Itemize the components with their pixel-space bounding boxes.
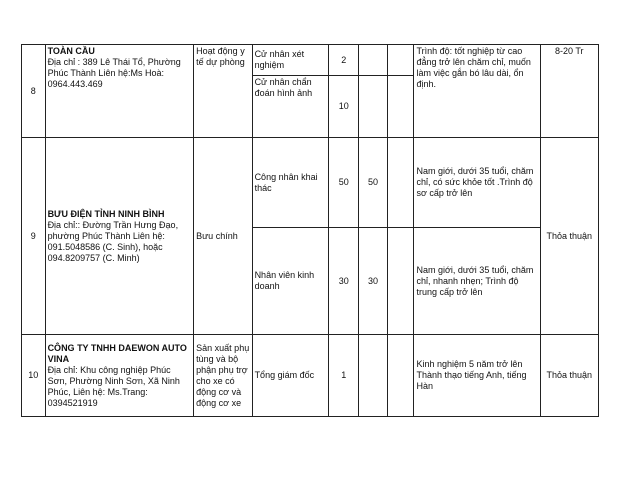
table-row bbox=[22, 335, 599, 417]
position-quantity: 30 bbox=[329, 228, 359, 335]
company-name: CÔNG TY TNHH DAEWON AUTO VINA bbox=[47, 342, 187, 364]
table-row bbox=[22, 45, 599, 76]
position-quantity-2 bbox=[359, 335, 388, 417]
job-listing-table bbox=[21, 44, 599, 417]
table-row bbox=[22, 138, 599, 228]
position-title: Tổng giám đốc bbox=[252, 335, 329, 417]
row-number: 9 bbox=[22, 138, 46, 335]
position-quantity: 2 bbox=[329, 45, 359, 76]
company-name: BƯU ĐIỆN TỈNH NINH BÌNH bbox=[47, 208, 165, 219]
position-quantity-2 bbox=[359, 76, 388, 138]
position-quantity-2 bbox=[359, 45, 388, 76]
position-quantity: 10 bbox=[329, 76, 359, 138]
company-cell bbox=[45, 335, 194, 417]
position-title: Nhân viên kinh doanh bbox=[252, 228, 329, 335]
requirements-cell: Trình độ: tốt nghiệp từ cao đẳng trở lên chăm chỉ, muốn làm việc gắn bó lâu dài, ổn định. bbox=[414, 45, 540, 138]
requirements-cell: Nam giới, dưới 35 tuổi, chăm chỉ, có sức khỏe tốt .Trình độ sơ cấp trở lên bbox=[414, 138, 540, 228]
company-address: Địa chỉ: Khu công nghiệp Phúc Sơn, Phường Ninh Sơn, Xã Ninh Phúc, Liên hệ: Ms.Trang: 0394521919 bbox=[47, 364, 180, 408]
empty-cell bbox=[387, 76, 414, 138]
company-cell bbox=[45, 45, 194, 138]
company-cell bbox=[45, 138, 194, 335]
company-address: Địa chỉ:: Đường Trần Hưng Đạo, phường Phúc Thành Liên hệ: 091.5048586 (C. Sinh), hoặc 094.8209757 (C. Minh) bbox=[47, 219, 179, 263]
salary-cell: 8-20 Tr bbox=[540, 45, 598, 138]
position-title: Công nhân khai thác bbox=[252, 138, 329, 228]
requirements-cell: Kinh nghiệm 5 năm trở lên Thành thạo tiếng Anh, tiếng Hàn bbox=[414, 335, 540, 417]
position-quantity: 50 bbox=[329, 138, 359, 228]
field-cell: Hoạt động y tế dự phòng bbox=[194, 45, 252, 138]
row-number: 10 bbox=[22, 335, 46, 417]
field-cell: Sản xuất phụ tùng và bộ phận phụ trợ cho xe có động cơ và động cơ xe bbox=[194, 335, 252, 417]
company-name: TOÀN CẦU bbox=[47, 46, 95, 56]
empty-cell bbox=[387, 138, 414, 228]
empty-cell bbox=[387, 335, 414, 417]
position-quantity: 1 bbox=[329, 335, 359, 417]
field-cell: Bưu chính bbox=[194, 138, 252, 335]
empty-cell bbox=[387, 45, 414, 76]
position-title: Cử nhân xét nghiệm bbox=[252, 45, 329, 76]
position-quantity-2: 30 bbox=[359, 228, 388, 335]
position-quantity-2: 50 bbox=[359, 138, 388, 228]
requirements-cell: Nam giới, dưới 35 tuổi, chăm chỉ, nhanh nhẹn; Trình độ trung cấp trở lên bbox=[414, 228, 540, 335]
empty-cell bbox=[387, 228, 414, 335]
position-title: Cử nhân chẩn đoán hình ảnh bbox=[252, 76, 329, 138]
salary-cell: Thỏa thuận bbox=[540, 335, 598, 417]
company-address: Địa chỉ : 389 Lê Thái Tổ, Phường Phúc Thành Liên hệ:Ms Hoà: 0964.443.469 bbox=[47, 57, 181, 89]
salary-cell: Thỏa thuận bbox=[540, 138, 598, 335]
row-number: 8 bbox=[22, 45, 46, 138]
